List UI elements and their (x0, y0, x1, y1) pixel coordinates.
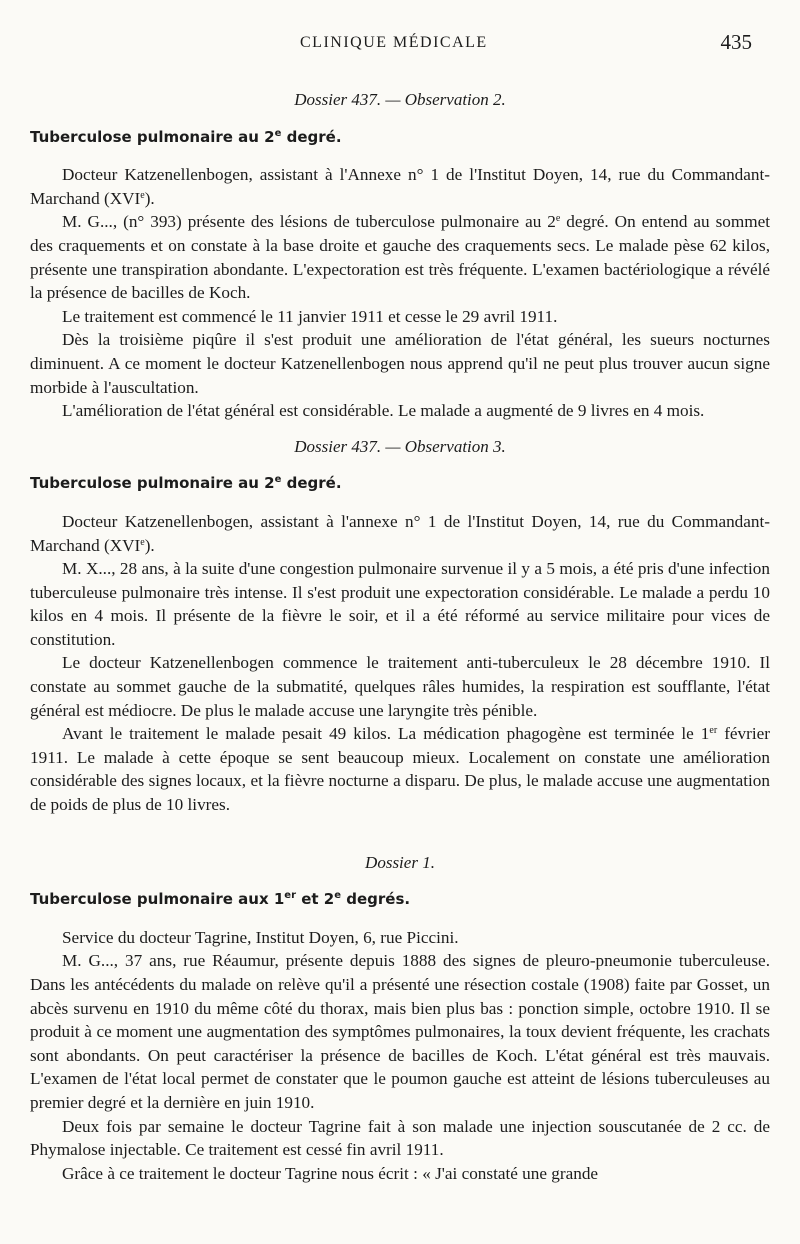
running-title: CLINIQUE MÉDICALE (300, 34, 488, 51)
paragraph: Avant le traitement le malade pesait 49 kilos. La médication phagogène est terminée le 1er février 1911. Le malade à cette époque se sent beaucoup mieux. Localement on constate une amélioration considérable des signes locaux, et la fièvre nocturne a disparu. De plus, le malade accuse une augmentation de poids de plus de 10 livres. (30, 724, 770, 815)
paragraph: Docteur Katzenellenbogen, assistant à l'Annexe n° 1 de l'Institut Doyen, 14, rue du Commandant-Marchand (XVIe). (30, 165, 770, 208)
dossier-title: Dossier 437. — Observation 2. (294, 90, 506, 109)
paragraph: Dès la troisième piqûre il s'est produit une amélioration de l'état général, les sueurs nocturnes diminuent. A ce moment le docteur Katzenellenbogen nous apprend qu'il ne peut plus trouver aucun signe morbide à l'auscultation. (30, 330, 770, 397)
paragraph: M. G..., (n° 393) présente des lésions de tuberculose pulmonaire au 2e degré. On entend au sommet des craquements et on constate à la base droite et gauche des craquements secs. Le malade pèse 62 kilos, présente une transpiration abondante. L'expectoration est très fréquente. L'examen bactériologique a révélé la présence de bacilles de Koch. (30, 212, 771, 303)
paragraph: M. G..., 37 ans, rue Réaumur, présente depuis 1888 des signes de pleuro-pneumonie tuberculeuse. Dans les antécédents du malade on relève qu'il a présenté une résection costale (1908) faite par Gosset, un abcès survenu en 1910 du même côté du thorax, mais bien plus bas : ponction simple, octobre 1910. Il se produit à ce moment une augmentation des symptômes pulmonaires, la toux devient fréquente, les crachats sont abondants. On peut caractériser la présence de bacilles de Koch. L'état général est très mauvais. L'examen de l'état local permet de constater que le poumon gauche est atteint de lésions tuberculeuses au premier degré et la dernière en juin 1910. (30, 951, 770, 1112)
dossier-title: Dossier 437. — Observation 3. (294, 436, 506, 456)
section-heading: Tuberculose pulmonaire au 2e degré. (30, 127, 342, 146)
paragraph: Le docteur Katzenellenbogen commence le traitement anti-tuberculeux le 28 décembre 1910. Il constate au sommet gauche de la submatité, quelques râles humides, la respiration est soufflante, l'état général est médiocre. De plus le malade accuse une laryngite très pénible. (30, 653, 770, 720)
running-head (0, 30, 800, 58)
paragraph: M. X..., 28 ans, à la suite d'une congestion pulmonaire survenue il y a 5 mois, a été pris d'une infection tuberculeuse pulmonaire très intense. Il s'est produit une expectoration considérable. Le malade a perdu 10 kilos en 4 mois. Il présente de la fièvre le soir, et il a été réformé au service militaire pour vices de constitution. (30, 559, 770, 649)
paragraph: L'amélioration de l'état général est considérable. Le malade a augmenté de 9 livres en 4 mois. (62, 401, 705, 421)
section-heading: Tuberculose pulmonaire au 2e degré. (30, 474, 342, 493)
paragraph: Le traitement est commencé le 11 janvier 1911 et cesse le 29 avril 1911. (62, 306, 558, 326)
paragraph: Service du docteur Tagrine, Institut Doyen, 6, rue Piccini. (62, 927, 459, 947)
section-heading: Tuberculose pulmonaire aux 1er et 2e degrés. (30, 890, 411, 909)
paragraph: Docteur Katzenellenbogen, assistant à l'annexe n° 1 de l'Institut Doyen, 14, rue du Commandant-Marchand (XVIe). (30, 511, 770, 555)
dossier-title: Dossier 1. (365, 852, 435, 872)
page-number: 435 (720, 30, 752, 54)
paragraph: Grâce à ce traitement le docteur Tagrine nous écrit : « J'ai constaté une grande (62, 1163, 599, 1183)
paragraph: Deux fois par semaine le docteur Tagrine fait à son malade une injection souscutanée de 2 cc. de Phymalose injectable. Ce traitement est cessé fin avril 1911. (30, 1116, 770, 1160)
document-body (30, 88, 770, 1185)
